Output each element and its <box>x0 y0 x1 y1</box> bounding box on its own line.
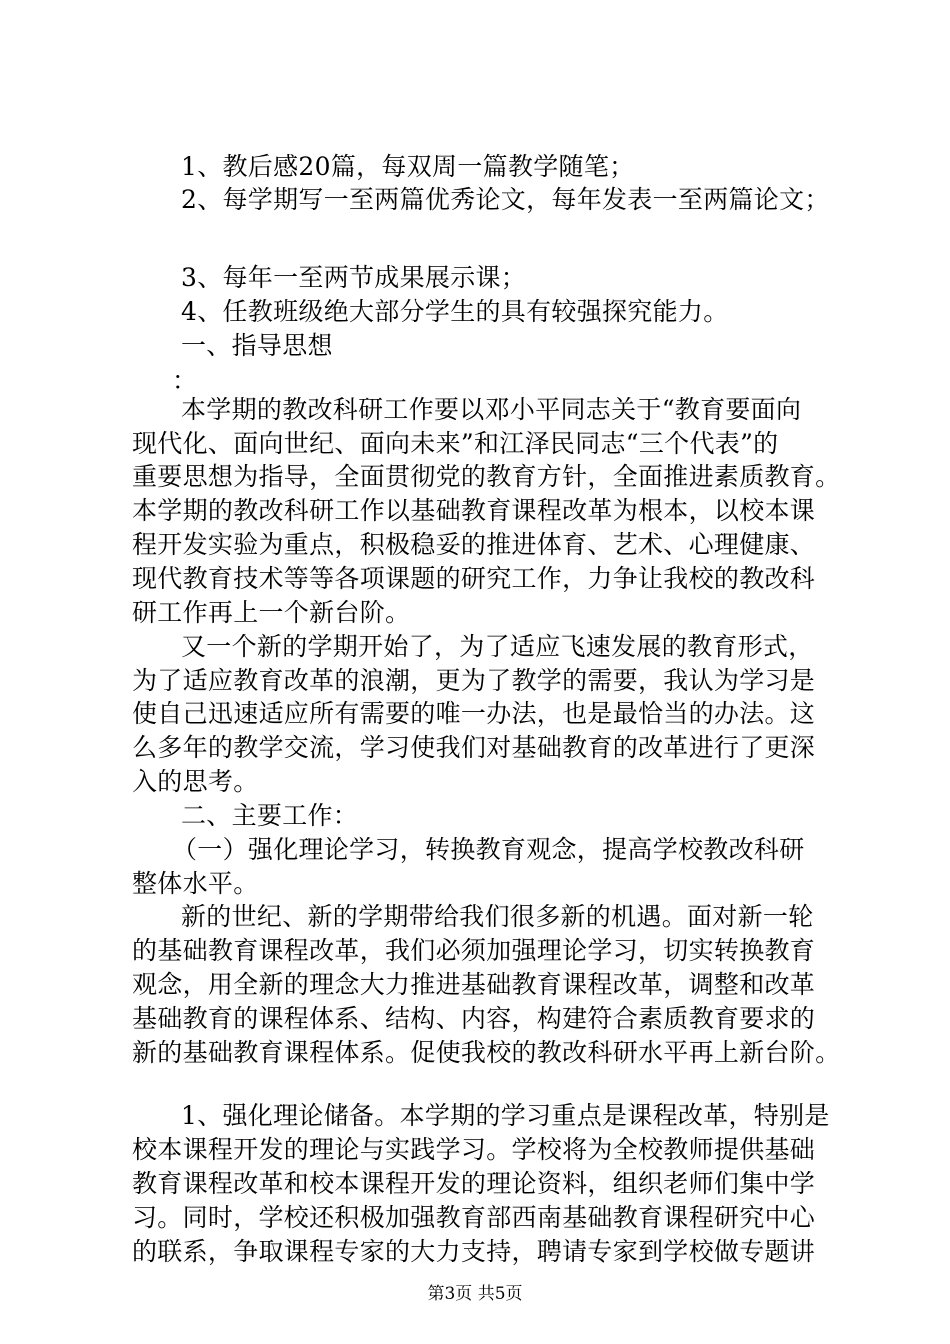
text-line: 又一个新的学期开始了，为了适应飞速发展的教育形式， <box>181 632 814 661</box>
text-line: 的基础教育课程改革，我们必须加强理论学习，切实转换教育 <box>132 936 816 965</box>
text-line: 教育课程改革和校本课程开发的理论资料，组织老师们集中学 <box>132 1169 816 1198</box>
text-line: 观念，用全新的理念大力推进基础教育课程改革，调整和改革 <box>132 970 816 999</box>
text-line: 3、每年一至两节成果展示课； <box>181 263 527 292</box>
text-line: 现代化、面向世纪、面向未来”和江泽民同志“三个代表”的 <box>132 429 779 458</box>
text-line: 本学期的教改科研工作要以邓小平同志关于“教育要面向 <box>181 395 802 424</box>
section-heading: 一、指导思想 <box>181 331 333 360</box>
text-line: ： <box>172 366 198 395</box>
text-line: 基础教育的课程体系、结构、内容，构建符合素质教育要求的 <box>132 1004 816 1033</box>
text-line: 为了适应教育改革的浪潮，更为了教学的需要，我认为学习是 <box>132 666 816 695</box>
text-line: 入的思考。 <box>132 767 259 796</box>
text-line: 2、每学期写一至两篇优秀论文，每年发表一至两篇论文； <box>181 185 830 214</box>
text-line: 的联系，争取课程专家的大力支持，聘请专家到学校做专题讲 <box>132 1237 816 1266</box>
text-line: 本学期的教改科研工作以基础教育课程改革为根本，以校本课 <box>132 496 816 525</box>
text-line: 么多年的教学交流，学习使我们对基础教育的改革进行了更深 <box>132 733 816 762</box>
text-line: 新的世纪、新的学期带给我们很多新的机遇。面对新一轮 <box>181 902 814 931</box>
text-line: 1、强化理论储备。本学期的学习重点是课程改革，特别是 <box>181 1101 830 1130</box>
text-line: 研工作再上一个新台阶。 <box>132 598 411 627</box>
text-line: 使自己迅速适应所有需要的唯一办法，也是最恰当的办法。这 <box>132 699 816 728</box>
text-line: 4、任教班级绝大部分学生的具有较强探究能力。 <box>181 297 729 326</box>
page-footer: 第3页 共5页 <box>427 1284 523 1304</box>
section-heading: 二、主要工作： <box>181 801 359 830</box>
text-line: 现代教育技术等等各项课题的研究工作，力争让我校的教改科 <box>132 564 816 593</box>
text-line: 整体水平。 <box>132 869 259 898</box>
text-line: 习。同时，学校还积极加强教育部西南基础教育课程研究中心 <box>132 1203 816 1232</box>
text-line: 1、教后感20篇，每双周一篇教学随笔； <box>181 152 635 181</box>
subsection-heading: （一）强化理论学习，转换教育观念，提高学校教改科研 <box>172 835 805 864</box>
text-line: 重要思想为指导，全面贯彻党的教育方针，全面推进素质教育。 <box>132 462 841 491</box>
text-line: 新的基础教育课程体系。促使我校的教改科研水平再上新台阶。 <box>132 1038 841 1067</box>
text-line: 校本课程开发的理论与实践学习。学校将为全校教师提供基础 <box>132 1135 816 1164</box>
text-line: 程开发实验为重点，积极稳妥的推进体育、艺术、心理健康、 <box>132 530 816 559</box>
